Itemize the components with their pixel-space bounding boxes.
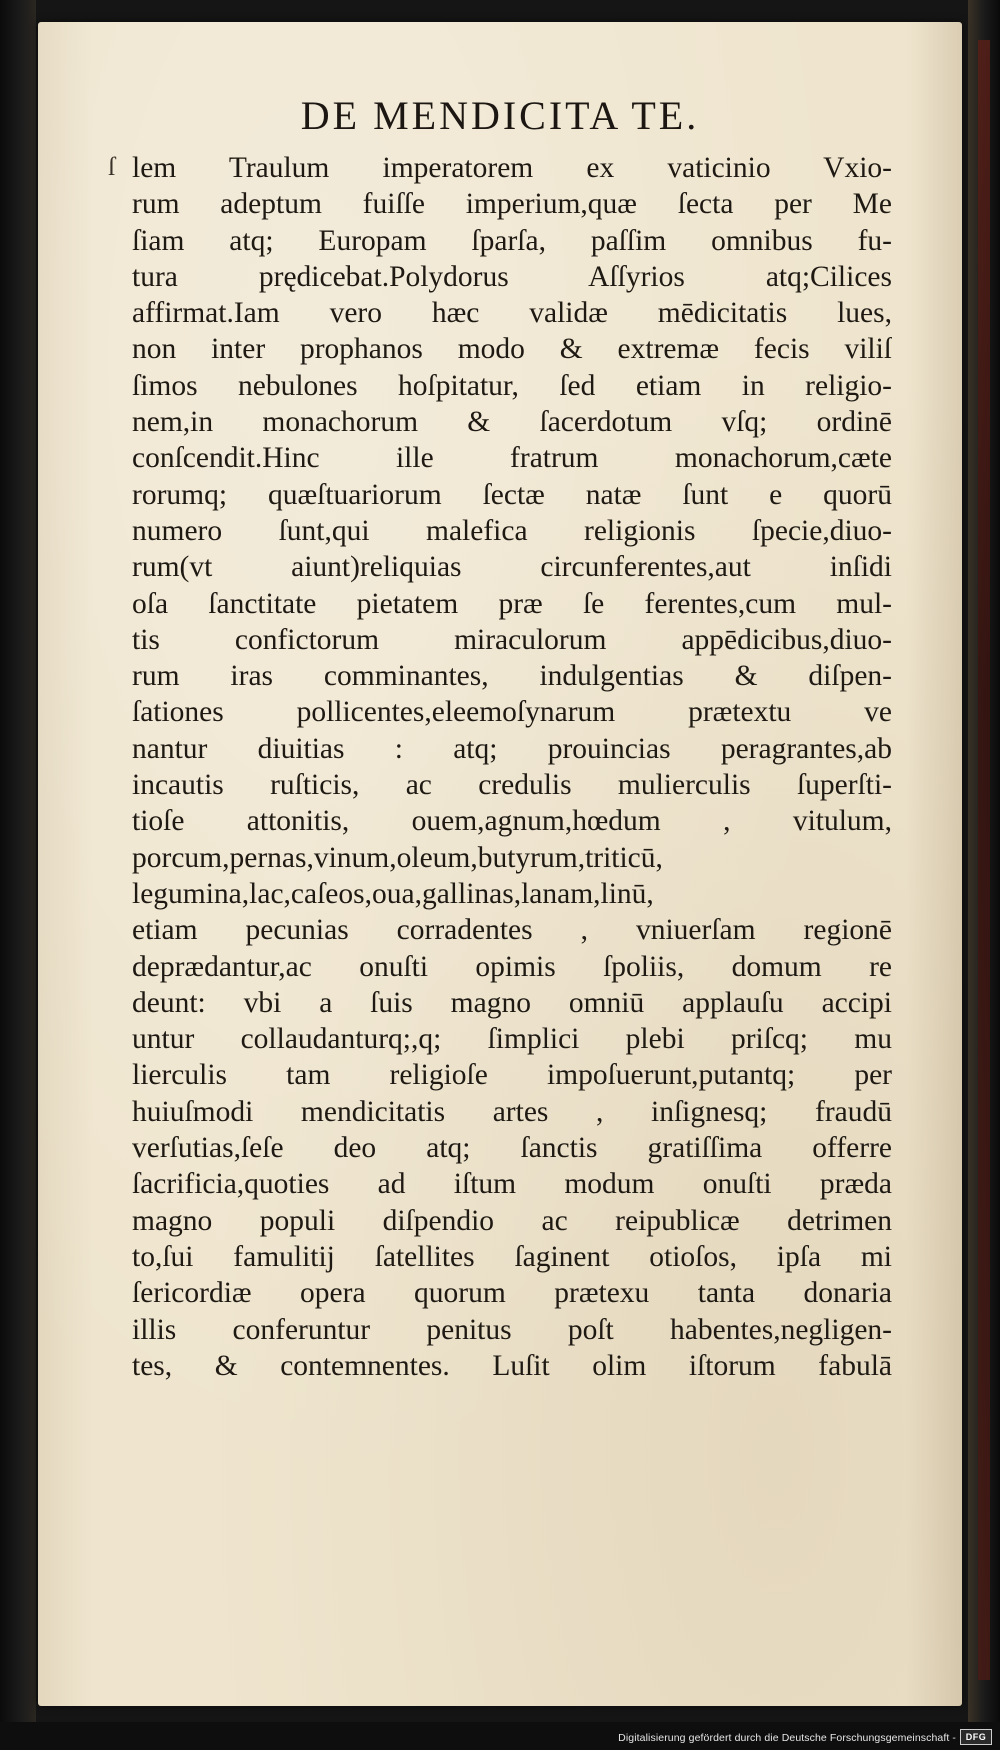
page-header: DE MENDICITA TE. <box>300 93 700 138</box>
text-line: non inter prophanos modo & extremæ fecis viliſ <box>132 333 892 366</box>
text-line: lierculis tam religioſe impoſuerunt,putantq; per <box>132 1059 892 1092</box>
footer-credit: Digitalisierung gefördert durch die Deutsche Forschungsgemeinschaft - <box>618 1732 956 1744</box>
text-line: ſacrificia,quoties ad iſtum modum onuſti præda <box>132 1168 892 1201</box>
text-line: rum iras comminantes, indulgentias & diſpen- <box>132 660 892 693</box>
text-line: rum(vt aiunt)reliquias circunferentes,aut inſidi <box>132 551 892 584</box>
text-line: verſutias,ſeſe deo atq; ſanctis gratiſſima offerre <box>132 1132 892 1165</box>
text-line: ſiam atq; Europam ſparſa, paſſim omnibus fu- <box>132 224 892 257</box>
text-line: porcum,pernas,vinum,oleum,butyrum,triticū, <box>132 841 663 874</box>
text-line: illis conferuntur penitus poſt habentes,negligen- <box>132 1313 892 1346</box>
text-line: lem Traulum imperatorem ex vaticinio Vxio- <box>132 152 892 184</box>
text-line: affirmat.Iam vero hæc validæ mēdicitatis lues, <box>132 297 892 330</box>
text-line: numero ſunt,qui malefica religionis ſpecie,diuo- <box>132 514 892 547</box>
text-line: etiam pecunias corradentes , vniuerſam regionē <box>132 914 892 947</box>
text-line: to,ſui famulitij ſatellites ſaginent otioſos, ipſa mi <box>132 1240 892 1273</box>
text-line: untur collaudanturq;,q; ſimplici plebi priſcq; mu <box>132 1023 892 1056</box>
binding-strip <box>978 40 990 1680</box>
text-line: ſationes pollicentes,eleemoſynarum prætextu ve <box>132 696 892 729</box>
text-block <box>132 150 892 1384</box>
text-line: deunt: vbi a ſuis magno omniū applauſu accipi <box>132 986 892 1019</box>
text-line: tura prędicebat.Polydorus Aſſyrios atq;Cilices <box>132 260 892 293</box>
text-line: oſa ſanctitate pietatem præ ſe ferentes,cum mul- <box>132 587 892 620</box>
scan-edge-left <box>0 0 36 1750</box>
margin-mark: ſ <box>108 152 116 181</box>
text-line: nantur diuitias : atq; prouincias peragrantes,ab <box>132 732 892 765</box>
text-line: tioſe attonitis, ouem,agnum,hœdum , vitulum, <box>132 805 892 838</box>
text-line: huiuſmodi mendicitatis artes , inſignesq; fraudū <box>132 1095 892 1128</box>
text-line: magno populi diſpendio ac reipublicæ detrimen <box>132 1204 892 1237</box>
text-line: ſimos nebulones hoſpitatur, ſed etiam in religio- <box>132 369 892 402</box>
text-line: ſericordiæ opera quorum prætexu tanta donaria <box>132 1277 892 1310</box>
text-line: incautis ruſticis, ac credulis mulierculis ſuperſti- <box>132 769 892 802</box>
text-line: rum adeptum fuiſſe imperium,quæ ſecta per Me <box>132 188 892 221</box>
text-line: conſcendit.Hinc ille fratrum monachorum,cæte <box>132 442 892 475</box>
text-line: legumina,lac,caſeos,oua,gallinas,lanam,linū, <box>132 877 654 910</box>
text-line: tes, & contemnentes. Luſit olim iſtorum fabulā <box>132 1349 892 1382</box>
text-line: nem,in monachorum & ſacerdotum vſq; ordinē <box>132 406 892 439</box>
text-line: deprædantur,ac onuſti opimis ſpoliis, domum re <box>132 950 892 983</box>
text-line: tis confictorum miraculorum appēdicibus,diuo- <box>132 623 892 656</box>
text-line: rorumq; quæſtuariorum ſectæ natæ ſunt e quorū <box>132 478 892 511</box>
dfg-logo: DFG <box>960 1729 992 1745</box>
